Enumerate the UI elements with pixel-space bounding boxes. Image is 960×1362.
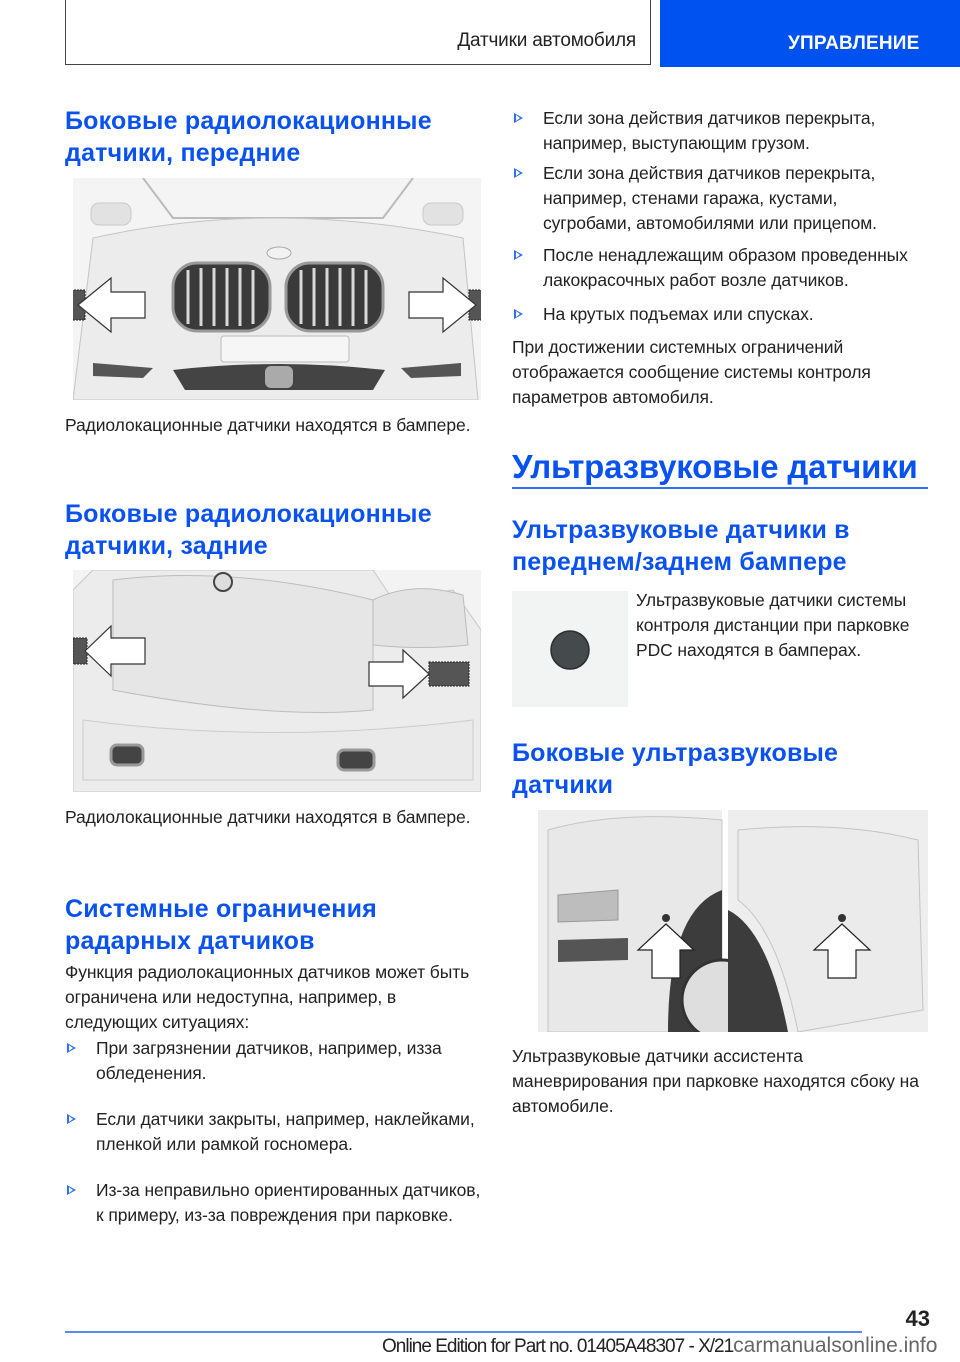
limits-note: При достижении системных ограничений отображается сообщение системы контроля параметров автомобиля. <box>512 337 871 407</box>
pdc-sensor-figure <box>512 591 628 707</box>
caption-front-radar: Радиолокационные датчики находятся в бампере. <box>65 415 471 435</box>
caption-side-ultrasonic: Ультразвуковые датчики ассистента маневрирования при парковке находятся сбоку на автомобиле. <box>512 1046 919 1116</box>
list-item-text: На крутых подъемах или спусках. <box>543 304 814 324</box>
triangle-bullet-icon <box>514 309 523 319</box>
footer-edition <box>382 1334 937 1358</box>
triangle-bullet-icon <box>67 1114 76 1124</box>
footer-divider <box>65 1331 862 1333</box>
edition-text: Online Edition for Part no. 01405A48307 - X/21 <box>382 1336 734 1357</box>
chapter-tab[interactable] <box>660 0 960 67</box>
list-item-text: После ненадлежащим образом проведенных лакокрасочных работ возле датчиков. <box>543 245 908 290</box>
list-item <box>512 243 928 293</box>
site-link[interactable]: carmanualsonline.info <box>733 1334 938 1357</box>
triangle-bullet-icon <box>514 168 523 178</box>
chapter-title: УПРАВЛЕНИЕ <box>788 33 920 54</box>
heading-rear-radar: Боковые радиолокационные датчики, задние <box>65 500 432 560</box>
heading-ultrasonic: Ультразвуковые датчики <box>512 448 918 485</box>
page-number: 43 <box>905 1306 930 1331</box>
triangle-bullet-icon <box>67 1185 76 1195</box>
heading-bumper-ultrasonic: Ультразвуковые датчики в переднем/заднем бампере <box>512 516 850 576</box>
front-car-illustration-icon <box>73 178 481 400</box>
list-item <box>65 1036 483 1086</box>
list-item <box>512 106 928 156</box>
rear-car-figure <box>73 570 481 792</box>
side-ultrasonic-illustration-icon <box>538 810 928 1032</box>
bumper-ultrasonic-text: Ультразвуковые датчики системы контроля дистанции при парковке PDC находятся в бамперах. <box>636 590 910 660</box>
list-item-text: Если датчики закрыты, например, наклейками, пленкой или рамкой госномера. <box>96 1109 475 1154</box>
pdc-sensor-dot-icon <box>512 591 628 707</box>
list-item <box>65 1107 483 1157</box>
header-section-box <box>65 0 651 65</box>
list-item-text: Из-за неправильно ориентированных датчиков, к примеру, из-за повреждения при парковке. <box>96 1180 481 1225</box>
rear-car-illustration-icon <box>73 570 481 792</box>
front-car-figure <box>73 178 481 400</box>
list-item-text: Если зона действия датчиков перекрыта, например, стенами гаража, кустами, сугробами, автомобилями или прицепом. <box>543 163 877 233</box>
list-item <box>65 1178 483 1228</box>
section-title: Датчики автомобиля <box>457 30 636 51</box>
caption-rear-radar: Радиолокационные датчики находятся в бампере. <box>65 807 471 827</box>
heading-radar-limits: Системные ограничения радарных датчиков <box>65 895 377 955</box>
list-item <box>512 161 928 236</box>
heading-side-ultrasonic: Боковые ультразвуковые датчики <box>512 739 839 799</box>
list-item-text: При загрязнении датчиков, например, изза обледенения. <box>96 1038 442 1083</box>
list-item <box>512 302 928 327</box>
heading-underline <box>512 487 928 489</box>
side-ultrasonic-figure <box>538 810 928 1032</box>
radar-limits-intro: Функция радиолокационных датчиков может быть ограничена или недоступна, например, в следующих ситуациях: <box>65 962 470 1032</box>
triangle-bullet-icon <box>67 1043 76 1053</box>
list-item-text: Если зона действия датчиков перекрыта, например, выступающим грузом. <box>543 108 876 153</box>
triangle-bullet-icon <box>514 113 523 123</box>
heading-front-radar: Боковые радиолокационные датчики, передние <box>65 107 432 167</box>
triangle-bullet-icon <box>514 250 523 260</box>
